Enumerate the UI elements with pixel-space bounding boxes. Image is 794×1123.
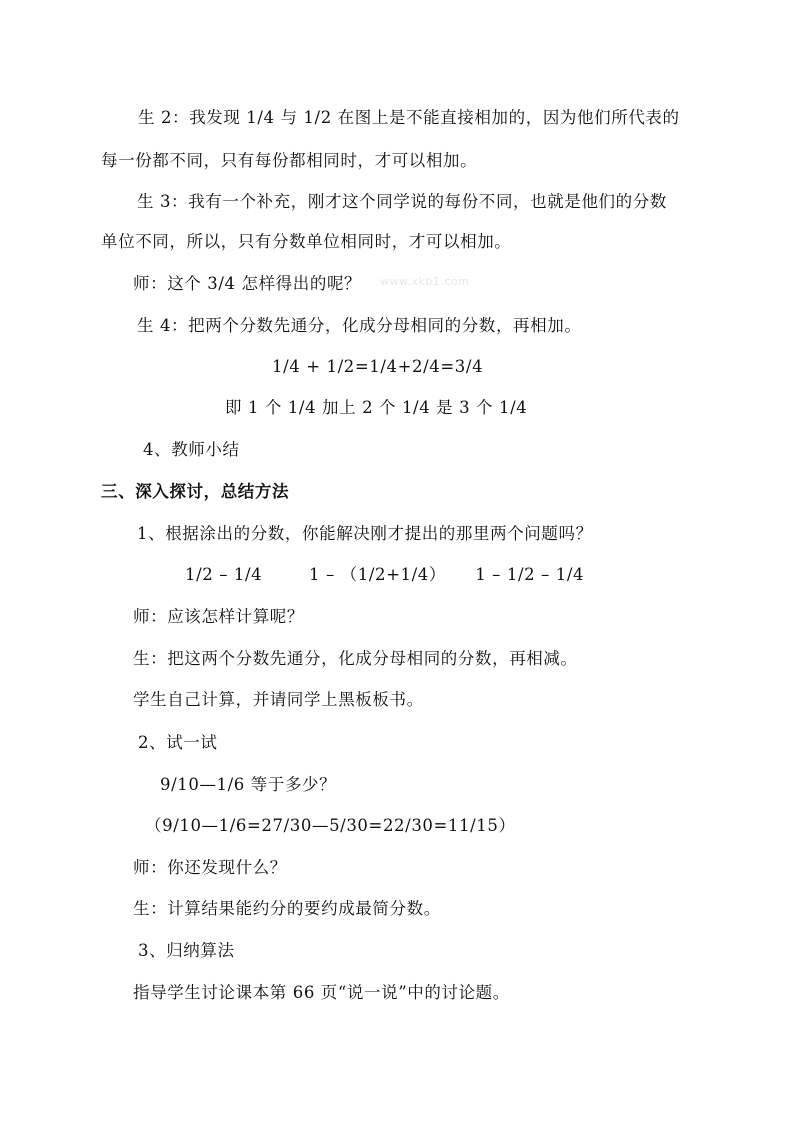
text-line-13: 师：应该怎样计算呢？ <box>133 607 304 626</box>
text-line-16: 2、试一试 <box>138 733 218 752</box>
text-line-20: 生：计算结果能约分的要约成最简分数。 <box>133 899 441 918</box>
text-line-21: 3、归纳算法 <box>138 941 235 960</box>
text-line-11: 1、根据涂出的分数，你能解决刚才提出的那里两个问题吗？ <box>137 524 593 543</box>
equation-explanation: 即 1 个 1/4 加上 2 个 1/4 是 3 个 1/4 <box>225 398 528 417</box>
text-line-6: 生 4：把两个分数先通分，化成分母相同的分数，再相加。 <box>137 316 582 335</box>
text-line-9: 4、教师小结 <box>143 440 240 459</box>
text-line-3: 生 3：我有一个补充，刚才这个同学说的每份不同，也就是他们的分数 <box>137 192 667 211</box>
equation-line: 1/4 + 1/2=1/4+2/4=3/4 <box>272 357 484 376</box>
expressions-line: 1/2 – 1/4 1 – （1/2+1/4） 1 – 1/2 – 1/4 <box>185 565 585 584</box>
section-heading: 三、深入探讨，总结方法 <box>101 482 290 501</box>
text-line-22: 指导学生讨论课本第 66 页“说一说”中的讨论题。 <box>133 983 510 1002</box>
watermark: www.xkb1.com <box>380 275 470 288</box>
text-line-19: 师：你还发现什么？ <box>133 858 287 877</box>
text-line-1: 生 2：我发现 1/4 与 1/2 在图上是不能直接相加的，因为他们所代表的 <box>138 108 680 127</box>
text-line-14: 生：把这两个分数先通分，化成分母相同的分数，再相减。 <box>133 649 578 668</box>
text-line-4: 单位不同，所以，只有分数单位相同时，才可以相加。 <box>101 232 512 251</box>
text-line-15: 学生自己计算，并请同学上黑板板书。 <box>133 690 424 709</box>
text-line-2: 每一份都不同，只有每份都相同时，才可以相加。 <box>101 151 478 170</box>
text-line-18: （9/10—1/6=27/30—5/30=22/30=11/15） <box>145 816 516 835</box>
text-line-17: 9/10—1/6 等于多少？ <box>160 775 337 794</box>
text-line-5: 师：这个 3/4 怎样得出的呢？ <box>133 274 362 293</box>
